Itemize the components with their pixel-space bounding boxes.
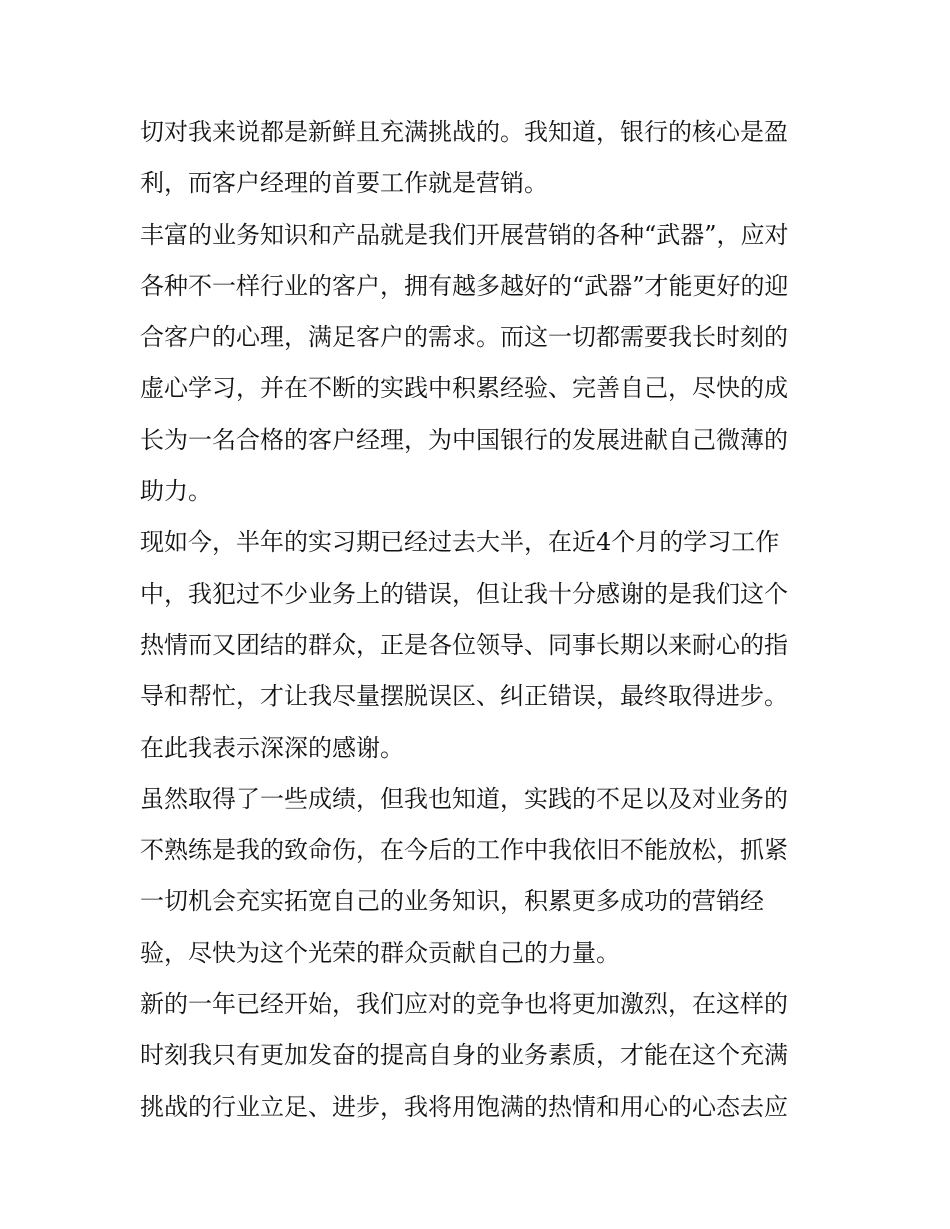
text-line: 长为一名合格的客户经理，为中国银行的发展进献自己微薄的	[140, 425, 788, 454]
text-line: 不熟练是我的致命伤，在今后的工作中我依旧不能放松，抓紧	[140, 836, 788, 865]
text-line: 虽然取得了一些成绩，但我也知道，实践的不足以及对业务的	[140, 784, 788, 813]
text-line: 新的一年已经开始，我们应对的竞争也将更加激烈，在这样的	[140, 990, 788, 1019]
text-line: 在此我表示深深的感谢。	[140, 733, 404, 762]
text-line: 现如今，半年的实习期已经过去大半，在近4个月的学习工作	[140, 528, 780, 557]
document-body	[140, 107, 820, 1133]
text-line: 丰富的业务知识和产品就是我们开展营销的各种“武器”，应对	[140, 220, 789, 249]
text-line: 各种不一样行业的客户，拥有越多越好的“武器”才能更好的迎	[140, 271, 789, 300]
text-line: 验，尽快为这个光荣的群众贡献自己的力量。	[140, 938, 620, 967]
text-line: 切对我来说都是新鲜且充满挑战的。我知道，银行的核心是盈	[140, 118, 788, 146]
text-line: 合客户的心理，满足客户的需求。而这一切都需要我长时刻的	[140, 323, 788, 352]
text-line: 利，而客户经理的首要工作就是营销。	[140, 169, 548, 198]
text-line: 中，我犯过不少业务上的错误，但让我十分感谢的是我们这个	[140, 579, 788, 608]
text-line: 热情而又团结的群众，正是各位领导、同事长期以来耐心的指	[140, 630, 788, 659]
text-line: 挑战的行业立足、进步，我将用饱满的热情和用心的心态去应	[140, 1092, 788, 1121]
text-line: 一切机会充实拓宽自己的业务知识，积累更多成功的营销经	[140, 887, 764, 916]
text-line: 导和帮忙，才让我尽量摆脱误区、纠正错误，最终取得进步。	[140, 682, 788, 711]
text-line: 虚心学习，并在不断的实践中积累经验、完善自己，尽快的成	[140, 374, 788, 403]
text-line: 助力。	[140, 477, 212, 506]
text-line: 时刻我只有更加发奋的提高自身的业务素质，才能在这个充满	[140, 1041, 788, 1070]
